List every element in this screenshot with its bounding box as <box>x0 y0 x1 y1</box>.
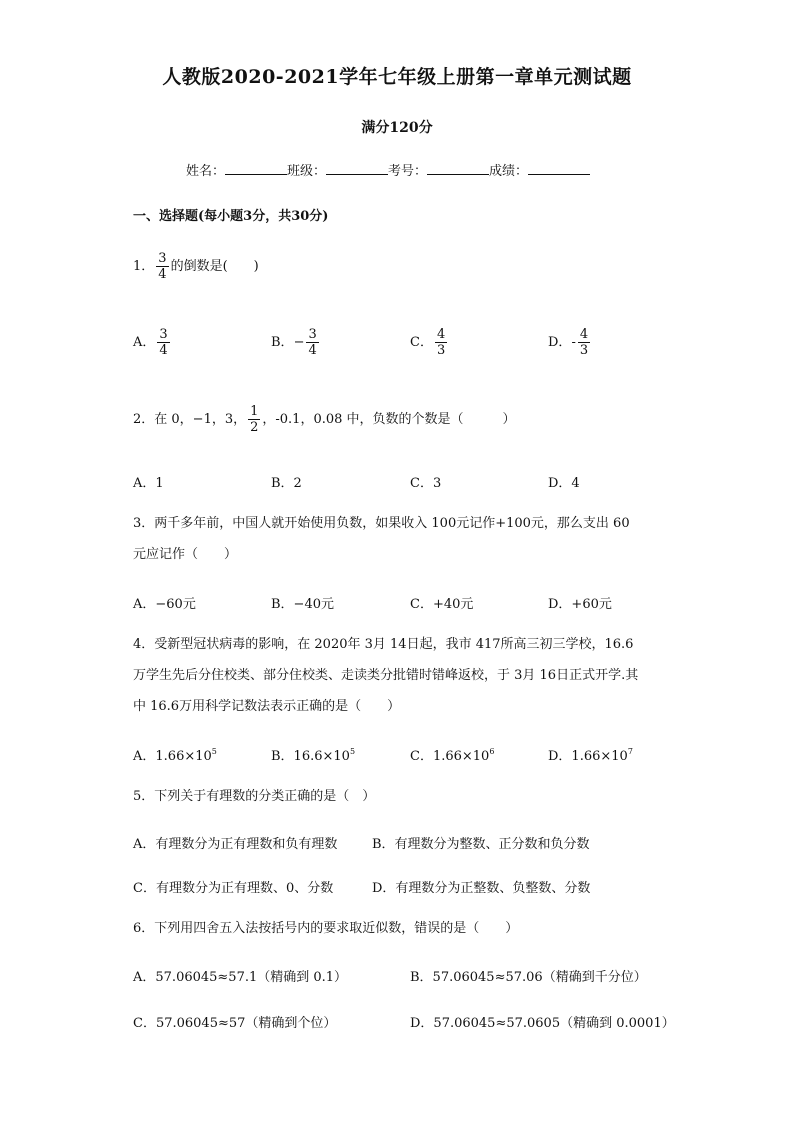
question-2-fraction: $\frac{1}{2}$ <box>250 404 259 435</box>
question-3-line-1: 3．两千多年前，中国人就开始使用负数，如果收入 100元记作+100元，那么支出 60 <box>133 516 630 531</box>
question-5-option-a: A．有理数分为正有理数和负有理数 <box>133 837 338 852</box>
number-blank <box>427 162 489 175</box>
class-label: 班级： <box>287 164 327 179</box>
question-3-option-c: C．+40元 <box>410 597 474 612</box>
class-blank <box>326 162 388 175</box>
question-1-option-a: A． $\frac{3}{4}$ <box>133 327 168 358</box>
page-subtitle: 满分120分 <box>361 120 433 136</box>
question-4-option-c: C．$1.66\times 10^6$ <box>410 747 495 764</box>
question-5-option-d: D．有理数分为正整数、负整数、分数 <box>372 881 591 896</box>
question-4-option-b: B．$16.6\times 10^5$ <box>271 747 356 764</box>
question-2-option-c: C．3 <box>410 476 442 491</box>
section-heading: 一、选择题(每小题3分，共30分) <box>133 209 329 224</box>
name-label: 姓名： <box>186 164 226 179</box>
question-1-fraction: $\frac{3}{4}$ <box>158 251 167 282</box>
question-5-option-b: B．有理数分为整数、正分数和负分数 <box>372 837 590 852</box>
question-6-option-b: B．57.06045≈57.06（精确到千分位） <box>410 970 647 985</box>
score-blank <box>528 162 590 175</box>
question-6-option-c: C．57.06045≈57（精确到个位） <box>133 1016 337 1031</box>
question-5-option-c: C．有理数分为正有理数、0、分数 <box>133 881 334 896</box>
question-3-line-2: 元应记作（ ） <box>133 547 238 562</box>
question-5-stem: 5．下列关于有理数的分类正确的是（ ） <box>133 789 376 804</box>
question-4-line-1: 4．受新型冠状病毒的影响，在 2020年 3月 14日起，我市 417所高三初三学校，16.6 <box>133 637 634 652</box>
question-1-option-d: D．- $\frac{4}{3}$ <box>548 327 589 358</box>
question-2-option-b: B．2 <box>271 476 302 491</box>
name-blank <box>225 162 287 175</box>
student-info-row <box>186 160 590 179</box>
question-3-option-a: A．−60元 <box>133 597 196 612</box>
question-6-option-d: D．57.06045≈57.0605（精确到 0.0001） <box>410 1016 675 1031</box>
question-1-option-c: C． $\frac{4}{3}$ <box>410 327 446 358</box>
question-2-option-a: A．1 <box>133 476 164 491</box>
question-6-stem: 6．下列用四舍五入法按括号内的要求取近似数，错误的是（ ） <box>133 921 519 936</box>
question-6-option-a: A．57.06045≈57.1（精确到 0.1） <box>133 970 348 985</box>
question-1-number: 1． <box>133 259 155 274</box>
score-label: 成绩： <box>489 164 529 179</box>
question-1-option-b: B．− $\frac{3}{4}$ <box>271 327 317 358</box>
question-1-text: 的倒数是( ) <box>170 259 259 274</box>
question-2-stem: 2．在 0，−1，3， $\frac{1}{2}$ ，-0.1，0.08 中，负数的个数是（ ） <box>133 404 516 435</box>
question-4-line-3: 中 16.6万用科学记数法表示正确的是（ ） <box>133 699 401 714</box>
question-4-line-2: 万学生先后分住校类、部分住校类、走读类分批错时错峰返校，于 3月 16日正式开学.其 <box>133 668 639 683</box>
number-label: 考号： <box>388 164 428 179</box>
question-2-option-d: D．4 <box>548 476 580 491</box>
question-4-option-a: A．$1.66\times 10^5$ <box>133 747 217 764</box>
question-1-stem <box>133 251 259 282</box>
question-3-option-b: B．−40元 <box>271 597 334 612</box>
question-4-option-d: D．$1.66\times 10^7$ <box>548 747 633 764</box>
page-title: 人教版2020-2021学年七年级上册第一章单元测试题 <box>162 66 632 88</box>
question-3-option-d: D．+60元 <box>548 597 612 612</box>
